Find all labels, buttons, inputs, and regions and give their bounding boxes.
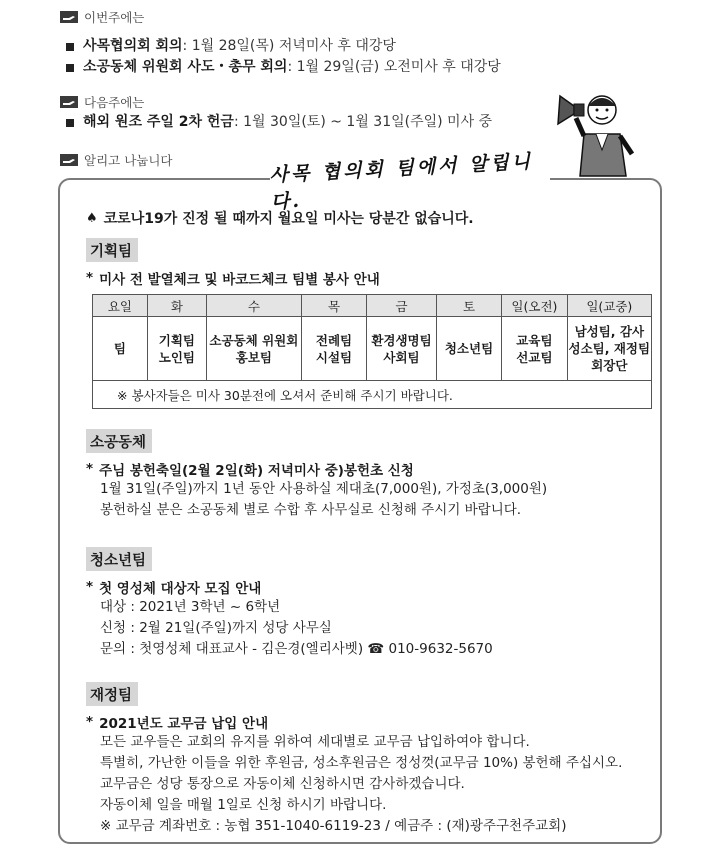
team-tag-youth: 청소년팀 <box>86 547 152 571</box>
community-title: * 주님 봉헌축일(2월 2일(화) 저녁미사 중)봉헌초 신청 <box>86 461 414 479</box>
table-cell: 소공동체 위원회 홍보팀 <box>206 317 301 381</box>
youth-line: 대상 : 2021년 3학년 ~ 6학년 <box>100 599 281 615</box>
finance-line: ※ 교무금 계좌번호 : 농협 351-1040-6119-23 / 예금주 : (재)광주구천주교회) <box>100 818 567 834</box>
table-header: 일(오전) <box>502 295 567 317</box>
pointing-hand-icon <box>60 154 78 166</box>
list-item: 소공동체 위원회 사도・총무 회의 : 1월 29일(금) 오전미사 후 대강당 <box>66 57 501 78</box>
team-tag-planning: 기획팀 <box>86 238 138 262</box>
list-item: 사목협의회 회의 : 1월 28일(목) 저녁미사 후 대강당 <box>66 36 501 57</box>
table-cell: 교육팀 선교팀 <box>502 317 567 381</box>
finance-title: * 2021년도 교무금 납입 안내 <box>86 714 269 732</box>
table-footnote-row <box>93 381 652 409</box>
spade-icon: ♠ <box>86 210 98 226</box>
asterisk-icon: * <box>86 579 94 595</box>
pointing-hand-icon <box>60 11 78 23</box>
this-week-list <box>66 36 501 78</box>
finance-line: 자동이체 일을 매월 1일로 신청 하시기 바랍니다. <box>100 797 387 813</box>
table-header: 토 <box>436 295 501 317</box>
section-announce-heading: 알리고 나눕니다 <box>60 151 173 169</box>
table-header: 일(교중) <box>567 295 651 317</box>
table-row <box>93 317 652 381</box>
table-cell: 환경생명팀 사회팀 <box>367 317 437 381</box>
finance-line: 모든 교우들은 교회의 유지를 위하여 세대별로 교무금 납입하여야 합니다. <box>100 734 530 750</box>
section-next-week-heading: 다음주에는 <box>60 93 144 111</box>
lead-notice: ♠ 코로나19가 진정 될 때까지 월요일 미사는 당분간 없습니다. <box>86 210 474 227</box>
youth-line: 신청 : 2월 21일(주일)까지 성당 사무실 <box>100 620 332 636</box>
notice-content <box>86 208 652 837</box>
next-week-list <box>66 112 492 133</box>
youth-line: 문의 : 첫영성체 대표교사 - 김은경(엘리사벳) ☎ 010-9632-5670 <box>100 641 493 657</box>
volunteer-schedule-table <box>92 294 652 409</box>
community-line: 봉헌하실 분은 소공동체 별로 수합 후 사무실로 신청해 주시기 바랍니다. <box>100 502 522 518</box>
table-header-row <box>93 295 652 317</box>
team-tag-finance: 재정팀 <box>86 682 138 706</box>
table-cell: 기획팀 노인팀 <box>147 317 206 381</box>
table-header: 화 <box>147 295 206 317</box>
community-line: 1월 31일(주일)까지 1년 동안 사용하실 제대초(7,000원), 가정초(3,000원) <box>100 481 548 497</box>
youth-title: * 첫 영성체 대상자 모집 안내 <box>86 579 262 597</box>
section-this-week-heading: 이번주에는 <box>60 8 144 26</box>
table-footnote: ※ 봉사자들은 미사 30분전에 오셔서 준비해 주시기 바랍니다. <box>93 381 652 409</box>
table-header: 목 <box>301 295 366 317</box>
asterisk-icon: * <box>86 714 94 730</box>
asterisk-icon: * <box>86 461 94 477</box>
finance-line: 특별히, 가난한 이들을 위한 후원금, 성소후원금은 정성껏(교무금 10%) 봉헌해 주십시오. <box>100 755 623 771</box>
megaphone-man-icon <box>556 84 642 178</box>
planning-title: * 미사 전 발열체크 및 바코드체크 팀별 봉사 안내 <box>86 270 380 288</box>
asterisk-icon: * <box>86 270 94 286</box>
table-cell-label: 팀 <box>93 317 148 381</box>
table-header: 금 <box>367 295 437 317</box>
finance-line: 교무금은 성당 통장으로 자동이체 신청하시면 감사하겠습니다. <box>100 776 465 792</box>
table-cell: 청소년팀 <box>436 317 501 381</box>
pointing-hand-icon <box>60 96 78 108</box>
table-header: 수 <box>206 295 301 317</box>
table-header: 요일 <box>93 295 148 317</box>
banner-title: 사목 협의회 팀에서 알립니다. <box>270 164 550 196</box>
table-cell: 남성팀, 감사 성소팀, 재정팀 회장단 <box>567 317 651 381</box>
table-cell: 전례팀 시설팀 <box>301 317 366 381</box>
list-item: 해외 원조 주일 2차 헌금 : 1월 30일(토) ~ 1월 31일(주일) 미사 중 <box>66 112 492 133</box>
team-tag-community: 소공동체 <box>86 429 152 453</box>
